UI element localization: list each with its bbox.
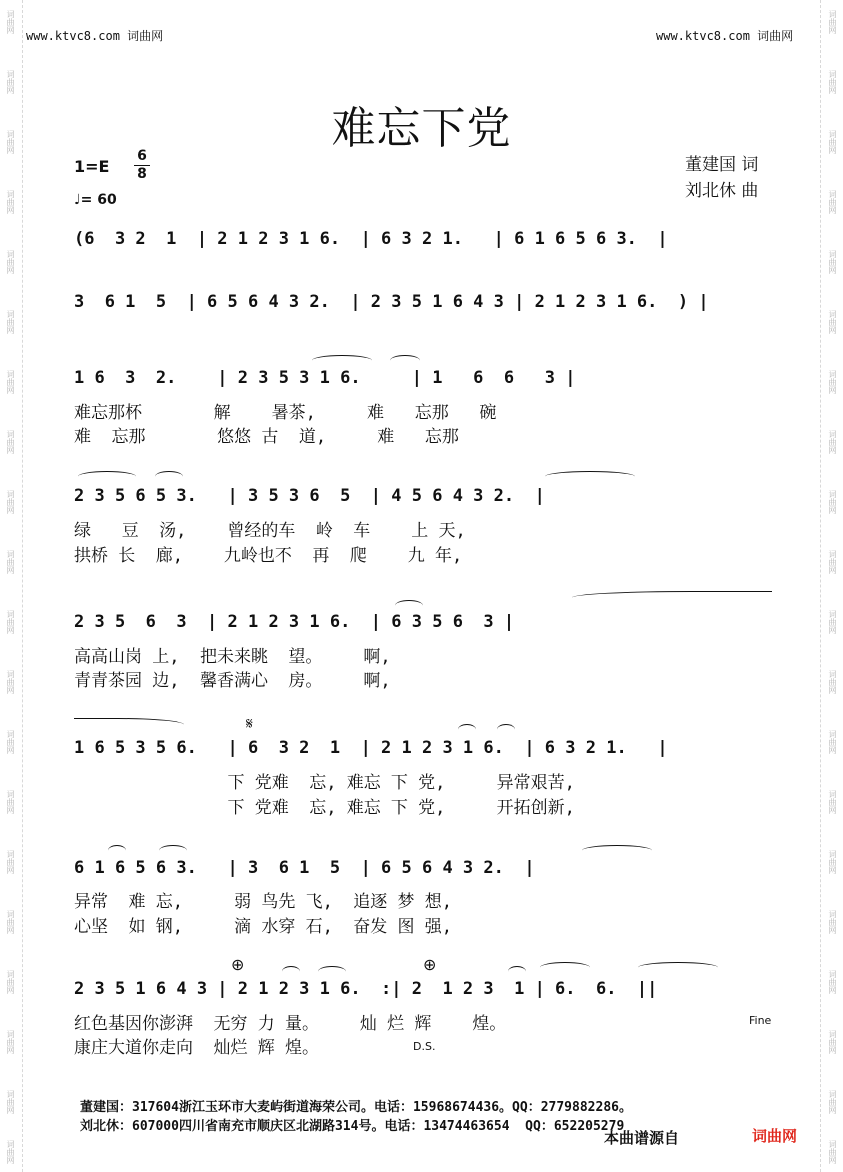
right-watermark-strip [820,0,843,1172]
slur [159,845,187,856]
watermark-text: 词曲网 [6,70,15,94]
watermark-text: 词曲网 [6,250,15,274]
brand-link[interactable]: 词曲网 [752,1127,798,1145]
watermark-text: 词曲网 [6,130,15,154]
notation-row: 3 6 1 5 | 6 5 6 4 3 2. | 2 3 5 1 6 4 3 | 2 1 2 3 1 6. ) | [74,292,709,312]
watermark-text: 词曲网 [828,310,837,334]
watermark-text: 词曲网 [828,610,837,634]
slur [318,966,346,977]
watermark-text: 词曲网 [6,190,15,214]
watermark-text: 词曲网 [828,10,837,34]
lyric-line-2: 青青茶园 边, 馨香满心 房。 啊, [74,671,391,691]
watermark-text: 词曲网 [828,70,837,94]
site-header-left[interactable] [26,27,163,44]
watermark-text: 词曲网 [6,1030,15,1054]
watermark-text: 词曲网 [6,310,15,334]
lyricist-contact: 董建国：317604浙江玉环市大麦屿街道海荣公司。电话：15968674436。QQ：2779882286。 [80,1100,632,1115]
lyric-line-2: 心坚 如 钢, 滴 水穿 石, 奋发 图 强, [74,917,452,937]
watermark-text: 词曲网 [6,970,15,994]
watermark-text: 词曲网 [828,670,837,694]
coda-sign: ⊕ [423,955,437,974]
lyricist-credit: 董建国 词 [685,155,759,175]
watermark-text: 词曲网 [6,430,15,454]
watermark-text: 词曲网 [6,490,15,514]
notation-row: 1 6 5 3 5 6. | 6 3 2 1 | 2 1 2 3 1 6. | 6 3 2 1. | [74,738,668,758]
time-signature [134,149,150,182]
slur [508,966,526,977]
watermark-text: 词曲网 [828,490,837,514]
notation-row: 1 6 3 2. | 2 3 5 3 1 6. | 1 6 6 3 | [74,368,576,388]
left-watermark-strip [0,0,23,1172]
notation-row: 2 3 5 6 5 3. | 3 5 3 6 5 | 4 5 6 4 3 2. | [74,486,545,506]
watermark-text: 词曲网 [6,1140,15,1164]
watermark-text: 词曲网 [828,1140,837,1164]
lyric-line-1: 下 党难 忘, 难忘 下 党, 异常艰苦, [74,773,575,793]
watermark-text: 词曲网 [6,910,15,934]
slur [390,355,420,366]
site-name: 词曲网 [757,29,794,43]
lyric-line-1: 难忘那杯 解 暑茶, 难 忘那 碗 [74,403,497,423]
watermark-text: 词曲网 [828,850,837,874]
notation-row: 2 3 5 1 6 4 3 | 2 1 2 3 1 6. :| 2 1 2 3 1 | 6. 6. || [74,979,658,999]
key-signature: 1=E [74,157,110,176]
slur [395,600,423,611]
composer-contact: 刘北休：607000四川省南充市顺庆区北湖路314号。电话：13474463654 QQ：652205279 [80,1119,625,1134]
watermark-text: 词曲网 [828,730,837,754]
slur [312,355,372,366]
watermark-text: 词曲网 [6,730,15,754]
watermark-text: 词曲网 [828,910,837,934]
phrase-slur [74,718,184,729]
watermark-text: 词曲网 [828,1030,837,1054]
watermark-text: 词曲网 [828,970,837,994]
lyric-line-2: 难 忘那 悠悠 古 道, 难 忘那 [74,427,459,447]
watermark-text: 词曲网 [828,190,837,214]
watermark-text: 词曲网 [6,370,15,394]
watermark-text: 词曲网 [828,1090,837,1114]
coda-sign: ⊕ [231,955,245,974]
lyric-line-1: 红色基因你澎湃 无穷 力 量。 灿 烂 辉 煌。 [74,1014,507,1034]
slur [545,471,635,482]
watermark-text: 词曲网 [6,670,15,694]
lyric-line-2: 康庄大道你走向 灿烂 辉 煌。 [74,1038,319,1058]
slur [108,845,126,856]
tempo-marking: ♩= 60 [74,192,117,208]
slur [458,724,476,735]
lyric-line-1: 绿 豆 汤, 曾经的车 岭 车 上 天, [74,521,466,541]
lyric-line-2: 拱桥 长 廊, 九岭也不 再 爬 九 年, [74,546,463,566]
ds-marking: D.S. [413,1040,436,1053]
watermark-text: 词曲网 [6,610,15,634]
notation-row: (6 3 2 1 | 2 1 2 3 1 6. | 6 3 2 1. | 6 1 6 5 6 3. | [74,229,668,249]
site-name: 词曲网 [127,29,164,43]
meter-bottom: 8 [137,166,147,182]
fine-marking: Fine [749,1014,772,1027]
segno-sign: 𝄋 [246,714,253,733]
notation-row: 2 3 5 6 3 | 2 1 2 3 1 6. | 6 3 5 6 3 | [74,612,515,632]
slur [638,962,718,973]
slur [155,471,183,482]
site-url[interactable]: www.ktvc8.com [656,29,750,43]
lyric-line-2: 下 党难 忘, 难忘 下 党, 开拓创新, [74,798,575,818]
phrase-slur [572,591,772,602]
slur [78,471,136,482]
lyric-line-1: 高高山岗 上, 把未来眺 望。 啊, [74,647,391,667]
watermark-text: 词曲网 [828,250,837,274]
watermark-text: 词曲网 [6,790,15,814]
song-title: 难忘下党 [331,103,512,154]
watermark-text: 词曲网 [6,10,15,34]
lyric-line-1: 异常 难 忘, 弱 鸟先 飞, 追逐 梦 想, [74,892,452,912]
watermark-text: 词曲网 [828,430,837,454]
watermark-text: 词曲网 [828,550,837,574]
watermark-text: 词曲网 [828,790,837,814]
notation-row: 6 1 6 5 6 3. | 3 6 1 5 | 6 5 6 4 3 2. | [74,858,535,878]
watermark-text: 词曲网 [828,130,837,154]
site-header-right[interactable] [656,27,793,44]
site-url[interactable]: www.ktvc8.com [26,29,120,43]
source-label: 本曲谱源自 [604,1129,680,1147]
composer-credit: 刘北休 曲 [685,181,759,201]
watermark-text: 词曲网 [828,370,837,394]
slur [282,966,300,977]
slur [497,724,515,735]
slur [540,962,590,973]
watermark-text: 词曲网 [6,850,15,874]
slur [582,845,652,856]
watermark-text: 词曲网 [6,1090,15,1114]
meter-top: 6 [137,148,147,164]
watermark-text: 词曲网 [6,550,15,574]
